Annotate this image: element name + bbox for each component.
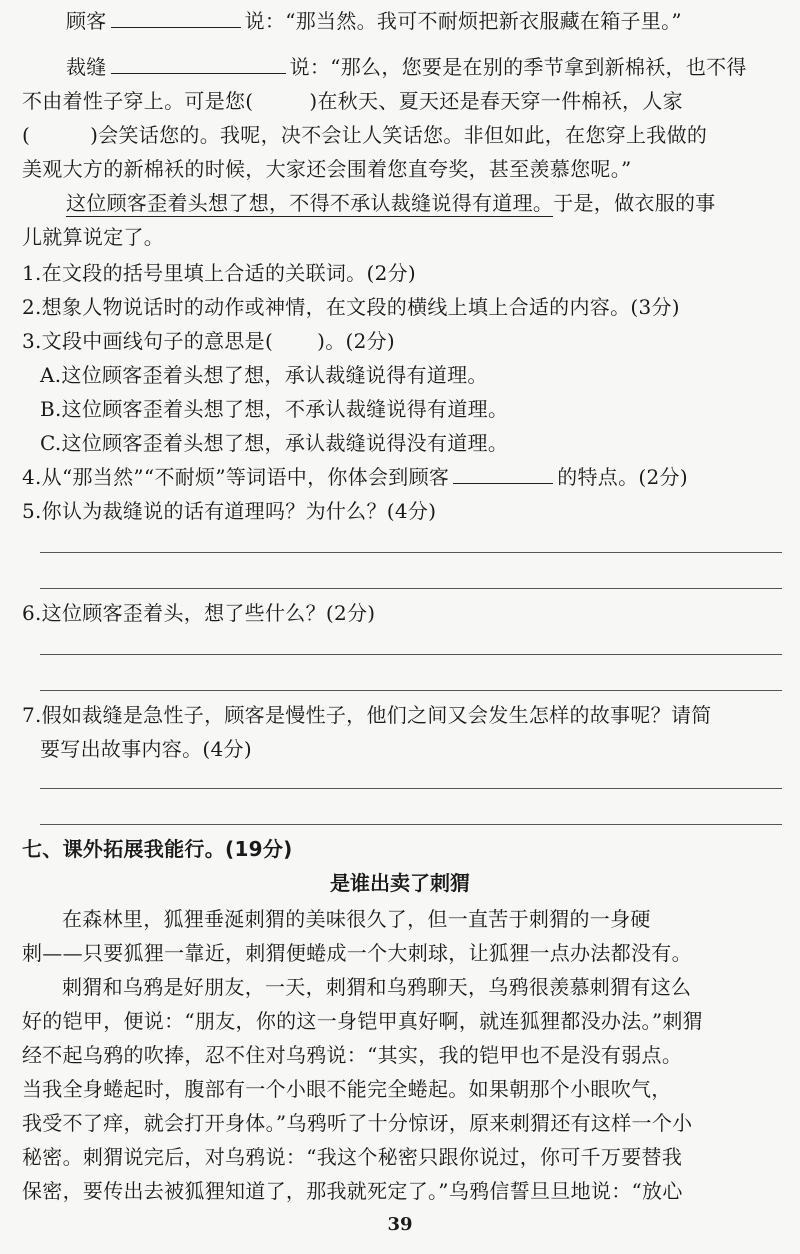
story-line: 当我全身蜷起时，腹部有一个小眼不能完全蜷起。如果朝那个小眼吹气， <box>22 1077 672 1101</box>
question-1 <box>22 256 782 290</box>
question-3-text-a: 3.文段中画线句子的意思是( <box>22 329 274 353</box>
question-5-text: 5.你认为裁缝说的话有道理吗？为什么？(4分) <box>22 499 437 523</box>
question-5-answer-line-1[interactable] <box>40 552 782 553</box>
question-2-text: 2.想象人物说话时的动作或神情，在文段的横线上填上合适的内容。(3分) <box>22 295 680 319</box>
question-6-answer-line-1[interactable] <box>40 654 782 655</box>
question-7-answer-line-1[interactable] <box>40 788 782 789</box>
question-3 <box>22 324 782 358</box>
question-5-answer-line-2[interactable] <box>40 588 782 589</box>
underlined-sentence: 这位顾客歪着头想了想，不得不承认裁缝说得有道理。 <box>66 191 554 215</box>
tailor-line <box>66 50 782 84</box>
question-6-text: 6.这位顾客歪着头，想了些什么？(2分) <box>22 601 376 625</box>
option-a-text: A.这位顾客歪着头想了想，承认裁缝说得有道理。 <box>40 363 488 387</box>
story-line: 我受不了痒，就会打开身体。”乌鸦听了十分惊讶，原来刺猬还有这样一个小 <box>22 1111 693 1135</box>
story-title: 是谁出卖了刺猬 <box>330 871 470 895</box>
question-6 <box>22 596 782 630</box>
question-5 <box>22 494 782 528</box>
question-6-answer-line-2[interactable] <box>40 690 782 691</box>
customer-action-blank[interactable] <box>111 26 241 28</box>
customer-label: 顾客 <box>66 9 107 33</box>
question-2 <box>22 290 782 324</box>
after-underline-text: 于是，做衣服的事 <box>553 191 716 215</box>
tailor-line-2a: 不由着性子穿上。可是您( <box>22 89 254 113</box>
question-7-line-2 <box>40 732 782 766</box>
question-4 <box>22 460 782 494</box>
customer-speech: 说：“那当然。我可不耐烦把新衣服藏在箱子里。” <box>244 9 682 33</box>
tailor-line-2b: )在秋天、夏天还是春天穿一件棉袄，人家 <box>309 89 683 113</box>
story-line: 刺猬和乌鸦是好朋友，一天，刺猬和乌鸦聊天，乌鸦很羡慕刺猬有这么 <box>62 975 692 999</box>
section-title <box>22 832 782 866</box>
closing-line-text: 儿就算说定了。 <box>22 225 165 249</box>
question-3-text-b: )。(2分) <box>317 329 396 353</box>
story-line: 在森林里，狐狸垂涎刺猬的美味很久了，但一直苦于刺猬的一身硬 <box>62 907 651 931</box>
tailor-line-3b: )会笑话您的。我呢，决不会让人笑话您。非但如此，在您穿上我做的 <box>90 123 708 147</box>
story-line: 保密，要传出去被狐狸知道了，那我就死定了。”乌鸦信誓旦旦地说：“放心 <box>22 1179 683 1203</box>
question-7-text-1: 7.假如裁缝是急性子，顾客是慢性子，他们之间又会发生怎样的故事呢？请简 <box>22 703 712 727</box>
question-3-option-b[interactable] <box>40 392 782 426</box>
tailor-label: 裁缝 <box>66 55 107 79</box>
underline-paragraph <box>66 186 782 220</box>
tailor-line-2 <box>22 84 782 118</box>
tailor-line-4-text: 美观大方的新棉袄的时候，大家还会围着您直夸奖，甚至羡慕您呢。” <box>22 157 632 181</box>
story-line: 刺——只要狐狸一靠近，刺猬便蜷成一个大刺球，让狐狸一点办法都没有。 <box>22 941 692 965</box>
option-b-text: B.这位顾客歪着头想了想，不承认裁缝说得有道理。 <box>40 397 509 421</box>
question-3-option-a[interactable] <box>40 358 782 392</box>
story-line: 好的铠甲，便说：“朋友，你的这一身铠甲真好啊，就连狐狸都没办法。”刺猬 <box>22 1009 703 1033</box>
section-title-text: 七、课外拓展我能行。(19分) <box>22 837 293 861</box>
question-4-text-a: 4.从“那当然”“不耐烦”等词语中，你体会到顾客 <box>22 465 450 489</box>
closing-line <box>22 220 782 254</box>
question-7 <box>22 698 782 732</box>
question-4-text-b: 的特点。(2分) <box>557 465 688 489</box>
question-7-answer-line-2[interactable] <box>40 824 782 825</box>
story-line: 经不起乌鸦的吹捧，忍不住对乌鸦说：“其实，我的铠甲也不是没有弱点。 <box>22 1043 683 1067</box>
tailor-action-blank[interactable] <box>111 72 286 74</box>
customer-line <box>66 4 782 38</box>
question-7-text-2: 要写出故事内容。(4分) <box>40 737 252 761</box>
tailor-line-3a: ( <box>22 123 31 147</box>
question-3-option-c[interactable] <box>40 426 782 460</box>
tailor-line-4 <box>22 152 782 186</box>
tailor-line-3 <box>22 118 782 152</box>
page-number: 39 <box>387 1214 413 1235</box>
question-1-text: 1.在文段的括号里填上合适的关联词。(2分) <box>22 261 417 285</box>
tailor-speech-1: 说：“那么，您要是在别的季节拿到新棉袄，也不得 <box>289 55 747 79</box>
option-c-text: C.这位顾客歪着头想了想，承认裁缝说得没有道理。 <box>40 431 509 455</box>
story-line: 秘密。刺猬说完后，对乌鸦说：“我这个秘密只跟你说过，你可千万要替我 <box>22 1145 683 1169</box>
question-4-answer-blank[interactable] <box>453 482 553 484</box>
